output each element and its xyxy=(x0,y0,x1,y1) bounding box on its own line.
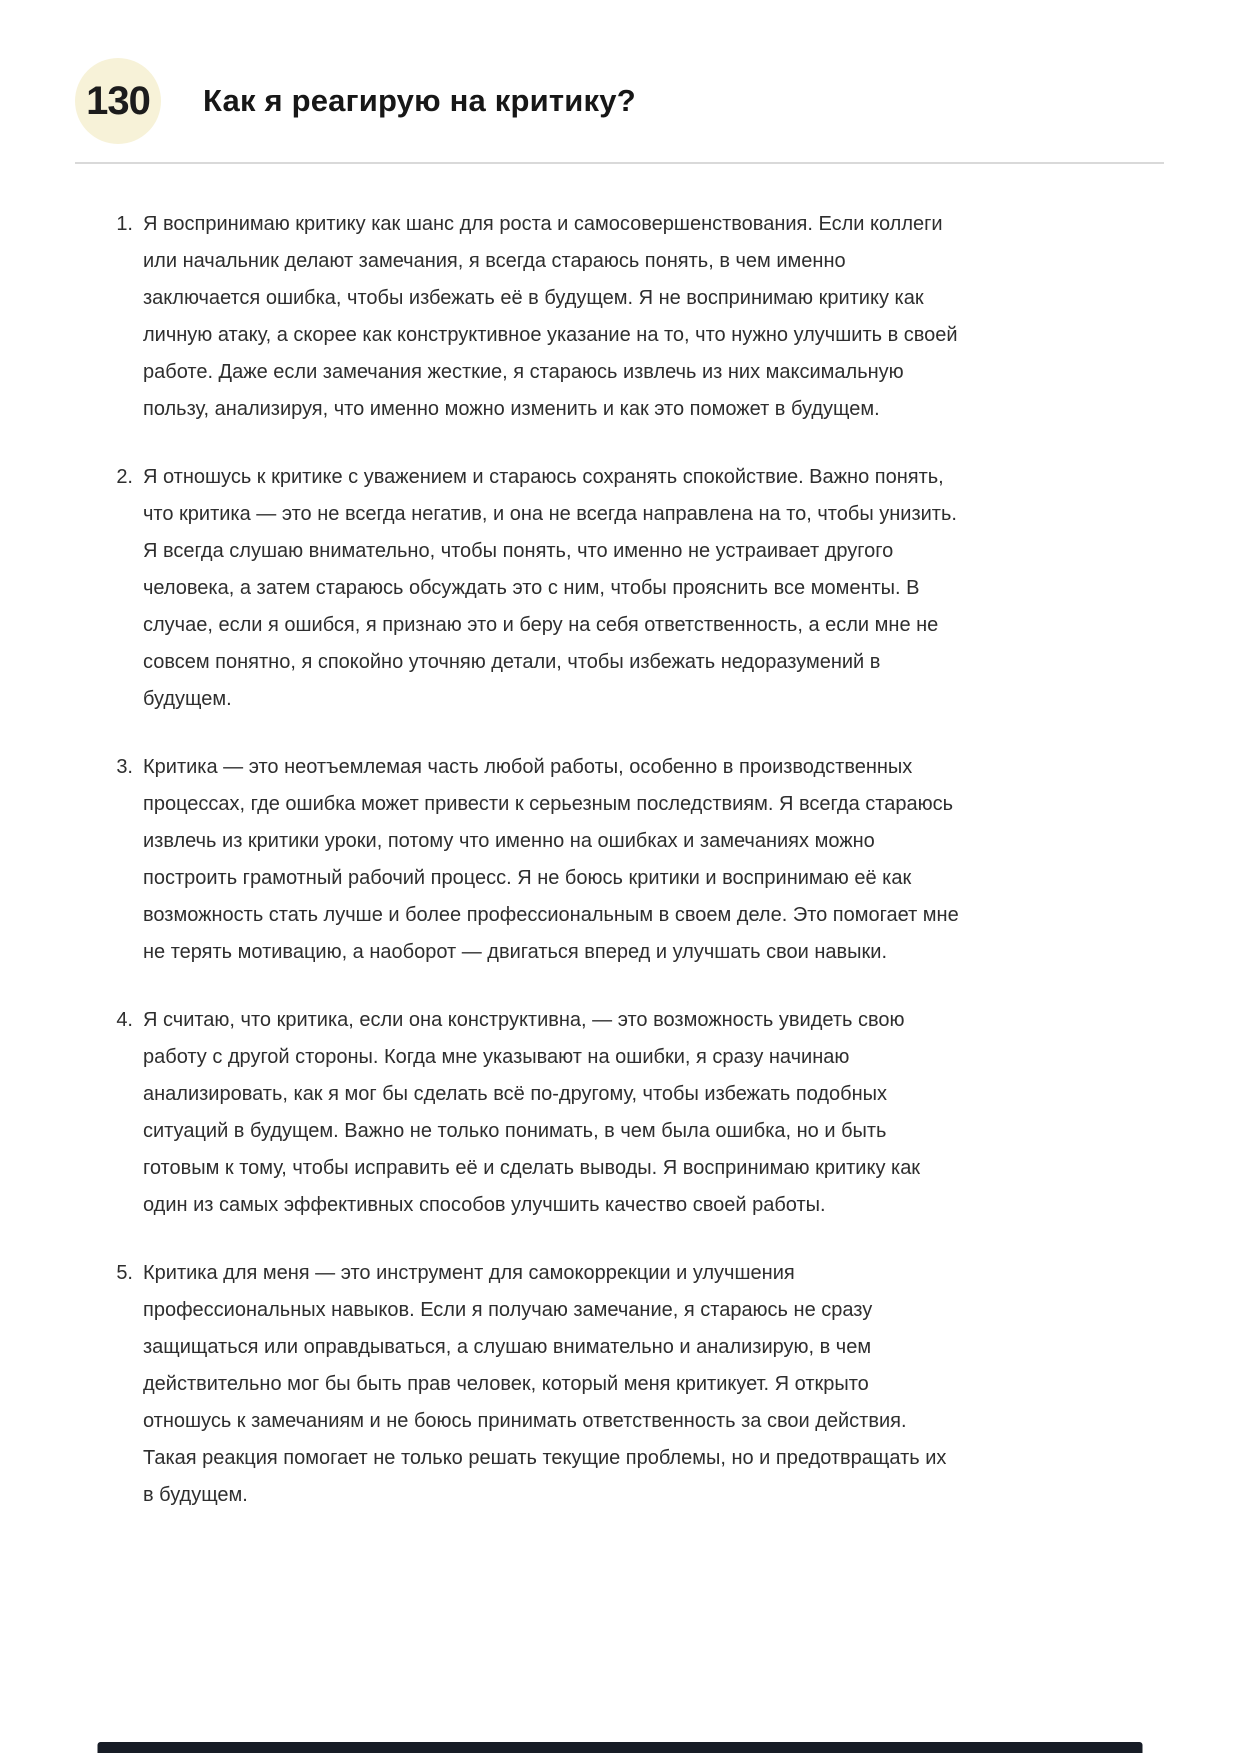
list-item xyxy=(105,749,960,971)
list-item-text: Я считаю, что критика, если она конструктивна, — это возможность увидеть свою работу с другой стороны. Когда мне указывают на ошибки, я сразу начинаю анализировать, как я мог бы сделать всё по-другому, чтобы избежать подобных ситуаций в будущем. Важно не только понимать, в чем была ошибка, но и быть готовым к тому, чтобы исправить её и сделать выводы. Я воспринимаю критику как один из самых эффективных способов улучшить качество своей работы. xyxy=(143,1009,921,1216)
list-item-number: 4. xyxy=(116,1009,133,1031)
page-header xyxy=(0,0,1239,144)
list-item xyxy=(105,459,960,718)
question-number: 130 xyxy=(86,78,150,123)
list-item-number: 3. xyxy=(116,756,133,778)
list-item-text: Я отношусь к критике с уважением и стараюсь сохранять спокойствие. Важно понять, что критика — это не всегда негатив, и она не всегда направлена на то, чтобы унизить. Я всегда слушаю внимательно, чтобы понять, что именно не устраивает другого человека, а затем стараюсь обсуждать это с ним, чтобы прояснить все моменты. В случае, если я ошибся, я признаю это и беру на себя ответственность, а если мне не совсем понятно, я спокойно уточняю детали, чтобы избежать недоразумений в будущем. xyxy=(143,466,957,710)
answers-list xyxy=(0,164,960,1514)
list-item xyxy=(105,1255,960,1514)
list-item-number: 2. xyxy=(116,466,133,488)
list-item-text: Я воспринимаю критику как шанс для роста и самосовершенствования. Если коллеги или начальник делают замечания, я всегда стараюсь понять, в чем именно заключается ошибка, чтобы избежать её в будущем. Я не воспринимаю критику как личную атаку, а скорее как конструктивное указание на то, что нужно улучшить в своей работе. Даже если замечания жесткие, я стараюсь извлечь из них максимальную пользу, анализируя, что именно можно изменить и как это поможет в будущем. xyxy=(143,213,958,420)
footer-bar xyxy=(97,1742,1142,1753)
list-item-number: 1. xyxy=(116,213,133,235)
list-item-text: Критика — это неотъемлемая часть любой работы, особенно в производственных процессах, где ошибка может привести к серьезным последствиям. Я всегда стараюсь извлечь из критики уроки, потому что именно на ошибках и замечаниях можно построить грамотный рабочий процесс. Я не боюсь критики и воспринимаю её как возможность стать лучше и более профессиональным в своем деле. Это помогает мне не терять мотивацию, а наоборот — двигаться вперед и улучшать свои навыки. xyxy=(143,756,959,963)
list-item xyxy=(105,1002,960,1224)
list-item xyxy=(105,206,960,428)
question-number-badge xyxy=(75,58,161,144)
list-item-number: 5. xyxy=(116,1262,133,1284)
list-item-text: Критика для меня — это инструмент для самокоррекции и улучшения профессиональных навыков. Если я получаю замечание, я стараюсь не сразу защищаться или оправдываться, а слушаю внимательно и анализирую, в чем действительно мог бы быть прав человек, который меня критикует. Я открыто отношусь к замечаниям и не боюсь принимать ответственность за свои действия. Такая реакция помогает не только решать текущие проблемы, но и предотвращать их в будущем. xyxy=(143,1262,947,1506)
page-title: Как я реагирую на критику? xyxy=(203,83,636,118)
